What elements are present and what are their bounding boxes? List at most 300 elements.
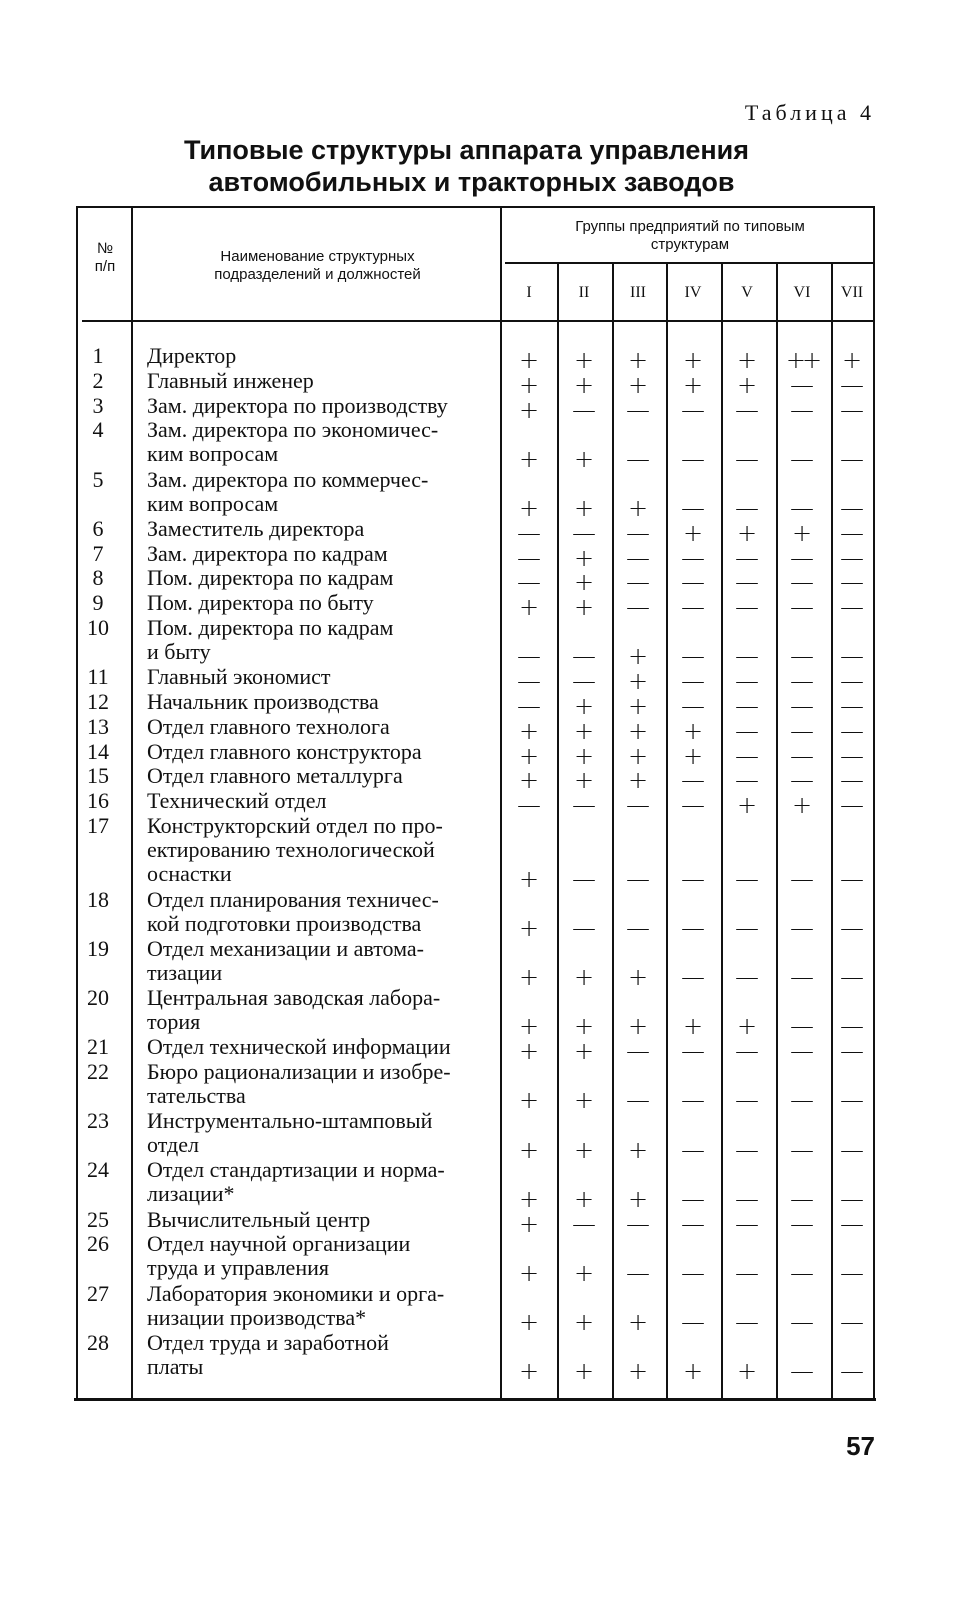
row-mark: — [626,593,650,622]
row-name [147,468,487,516]
row-mark: — [572,791,596,820]
row-mark: + [518,395,540,424]
row-name [147,344,487,368]
row-mark: — [626,395,650,424]
row-mark: + [627,1135,649,1164]
row-name-line: Инструментально-штамповый [147,1108,433,1134]
row-name-line: Зам. директора по экономичес- [147,417,439,443]
row-name-line: Заместитель директора [147,515,365,541]
row-mark: — [840,568,864,597]
row-mark: — [735,642,759,671]
row-mark: — [735,741,759,770]
row-name [147,1035,487,1059]
row-name [147,764,487,788]
row-number: 23 [87,1108,109,1134]
column-header-ii: II [578,284,590,301]
num-column-divider [131,206,133,1400]
row-mark: + [736,1012,758,1041]
row-mark: — [735,766,759,795]
row-mark: + [518,1357,540,1386]
row-name-line: Лаборатория экономики и орга- [147,1280,445,1306]
row-name-line: Отдел главного конструктора [147,738,422,764]
row-mark: — [735,1184,759,1213]
row-mark: — [840,913,864,942]
row-mark: — [626,1086,650,1115]
row-name-line: Зам. директора по производству [147,392,448,418]
row-number: 15 [87,763,109,789]
row-mark: + [736,1357,758,1386]
row-mark: + [627,346,649,374]
row-mark: + [518,1307,540,1336]
row-mark: — [790,766,814,795]
row-name-line: лизации* [147,1181,235,1207]
row-name-line: Пом. директора по кадрам [147,565,394,591]
row-mark: — [517,568,541,597]
header-name-line: Наименование структурных [220,248,415,265]
row-mark: + [573,543,595,572]
row-number: 28 [87,1329,109,1355]
row-mark: — [840,1209,864,1238]
row-name-line: ким вопросам [147,441,279,467]
row-mark: — [735,444,759,473]
row-name [147,418,487,466]
row-mark: — [735,692,759,720]
row-mark: + [518,346,540,374]
row-mark: + [682,1357,704,1386]
row-mark: — [572,864,596,893]
row-name [147,517,487,541]
row-mark: — [626,543,650,572]
row-number: 3 [92,392,104,418]
row-mark: + [518,864,540,893]
row-name [147,1158,487,1206]
row-mark: — [840,1184,864,1213]
row-number: 1 [92,343,104,368]
row-mark: — [840,1357,864,1386]
row-name [147,542,487,566]
row-name-line: тательства [147,1083,246,1108]
row-mark: — [790,1012,814,1041]
row-mark: — [840,444,864,473]
row-name-line: Главный экономист [147,664,331,690]
row-mark: — [790,1307,814,1336]
row-mark: + [518,963,540,992]
row-mark: — [840,543,864,572]
row-mark: — [840,741,864,770]
row-name-line: Зам. директора по коммерчес- [147,466,429,492]
row-mark: + [682,518,704,547]
row-number: 6 [92,515,104,541]
row-mark: — [681,1086,705,1115]
row-name [147,888,487,936]
row-mark: — [626,864,650,893]
row-mark: — [790,1258,814,1287]
row-number: 2 [92,367,104,393]
row-name-line: Отдел планирования техничес- [147,886,439,912]
row-mark: — [572,667,596,696]
row-mark: — [626,568,650,597]
row-name [147,986,487,1034]
row-mark: + [627,766,649,795]
row-mark: — [626,1258,650,1287]
row-mark: + [573,766,595,795]
row-name-line: и быту [147,639,211,664]
row-name [147,937,487,985]
row-mark: — [790,716,814,745]
row-mark: — [790,395,814,424]
header-num [80,240,130,276]
row-name-line: Отдел механизации и автома- [147,935,424,961]
row-mark: + [518,1037,540,1066]
row-name-line: Отдел стандартизации и норма- [147,1157,445,1183]
row-mark: + [518,1184,540,1213]
row-mark: — [517,543,541,572]
row-mark: — [626,1037,650,1066]
row-mark: — [735,864,759,893]
row-number: 14 [87,738,109,764]
row-number: 19 [87,935,109,961]
row-number: 22 [87,1059,109,1084]
row-mark: + [573,370,595,399]
row-mark: — [735,493,759,522]
row-mark: — [681,1307,705,1336]
row-mark: — [572,913,596,942]
row-mark: + [518,741,540,770]
row-mark: — [790,1209,814,1238]
row-number: 17 [87,813,109,838]
row-mark: + [518,370,540,399]
row-mark: — [840,395,864,424]
row-mark: — [681,1184,705,1213]
row-name-line: Отдел труда и заработной [147,1329,389,1355]
row-number: 4 [92,417,104,443]
row-name [147,1282,487,1330]
row-mark: + [518,1209,540,1238]
row-mark: + [573,963,595,992]
row-mark: — [572,395,596,424]
row-mark: — [681,791,705,820]
row-mark: — [790,667,814,696]
row-mark: + [682,741,704,770]
row-mark: — [840,1037,864,1066]
row-mark: — [840,370,864,399]
row-mark: — [790,692,814,720]
row-mark: + [518,766,540,795]
row-name-line: Отдел технической информации [147,1034,451,1060]
header-groups-line: структурам [650,236,730,253]
row-mark: — [840,1135,864,1164]
row-mark: + [573,1357,595,1386]
row-mark: + [682,1012,704,1041]
group-column-divider [666,262,668,1400]
row-name-line: Директор [147,343,237,368]
row-mark: — [681,493,705,522]
row-mark: — [735,1086,759,1115]
groups-rule [505,262,873,264]
header-groups [505,218,875,254]
row-name [147,616,487,664]
row-mark: — [735,1037,759,1066]
row-mark: — [790,493,814,522]
row-name-line: ким вопросам [147,490,279,516]
row-mark: + [791,518,813,547]
row-mark: + [627,642,649,671]
row-mark: — [735,395,759,424]
group-column-divider [500,206,502,1400]
row-mark: — [840,791,864,820]
row-mark: — [681,568,705,597]
title-line: автомобильных и тракторных заводов [208,167,735,197]
row-mark: + [518,1135,540,1164]
row-name-line: ектированию технологической [147,837,435,862]
column-header-i: I [526,284,532,301]
row-number: 12 [87,689,109,714]
table-title [0,134,963,198]
row-mark: — [790,1184,814,1213]
row-mark: — [626,791,650,820]
row-name-line: Отдел научной организации [147,1231,411,1257]
row-mark: — [790,913,814,942]
row-mark: + [573,568,595,597]
row-mark: — [790,444,814,473]
group-column-divider [557,262,559,1400]
row-name-line: Главный инженер [147,367,314,393]
row-mark: — [790,741,814,770]
column-header-iv: IV [684,284,702,301]
row-name-line: низации производства* [147,1304,367,1330]
row-mark: + [518,913,540,942]
row-mark: + [791,791,813,820]
row-name-line: Пом. директора по кадрам [147,615,394,640]
header-num-line: п/п [94,258,116,275]
row-mark: — [572,518,596,547]
row-name-line: тория [147,1009,201,1034]
column-header-v: V [741,284,753,301]
row-mark: — [681,1258,705,1287]
row-mark: + [518,444,540,473]
row-name-line: Начальник производства [147,689,379,714]
row-mark: — [840,864,864,893]
table-top-rule [76,206,873,208]
row-mark: + [518,1258,540,1287]
row-mark: — [790,642,814,671]
row-name-line: труда и управления [147,1255,329,1281]
row-mark: — [790,1037,814,1066]
row-mark: — [517,642,541,671]
row-mark: — [681,667,705,696]
row-number: 25 [87,1206,109,1232]
row-mark: — [840,1258,864,1287]
row-mark: + [518,593,540,622]
row-mark: + [627,667,649,696]
row-name [147,740,487,764]
row-mark: — [790,543,814,572]
row-mark: — [681,1135,705,1164]
row-mark: + [627,370,649,399]
row-mark: — [840,493,864,522]
row-name-line: Зам. директора по кадрам [147,540,388,566]
row-number: 5 [92,466,104,492]
row-name [147,394,487,418]
row-mark: — [572,642,596,671]
row-name-line: оснастки [147,861,232,886]
row-mark: — [735,913,759,942]
row-mark: — [735,716,759,745]
row-mark: + [627,493,649,522]
row-number: 16 [87,788,109,814]
row-mark: + [573,1086,595,1115]
row-mark: — [517,791,541,820]
row-mark: — [681,1037,705,1066]
row-name-line: Отдел главного технолога [147,713,390,739]
row-name [147,1232,487,1280]
row-mark: — [681,395,705,424]
header-name [140,248,495,284]
row-mark: + [627,1184,649,1213]
row-number: 21 [87,1034,109,1060]
row-name [147,591,487,615]
row-name-line: Центральная заводская лабора- [147,985,441,1010]
header-bottom-rule [82,320,873,322]
row-mark: + [573,1258,595,1287]
row-mark: + [518,716,540,745]
row-mark: — [735,568,759,597]
row-name [147,1060,487,1108]
row-mark: — [735,1135,759,1164]
row-mark: + [573,1037,595,1066]
row-mark: — [840,716,864,745]
row-mark: — [626,913,650,942]
row-name-line: кой подготовки производства [147,910,422,936]
row-mark: + [627,1357,649,1386]
row-name [147,690,487,714]
row-mark: — [840,766,864,795]
table-label: Таблица 4 [744,100,875,125]
row-mark: + [736,518,758,547]
row-mark: — [790,864,814,893]
row-name-line: Бюро рационализации и изобре- [147,1059,451,1084]
row-name [147,1109,487,1157]
row-mark: — [790,1086,814,1115]
title-line: Типовые структуры аппарата управления [184,135,749,165]
row-name-line: Вычислительный центр [147,1206,371,1232]
row-mark: + [573,1307,595,1336]
row-mark: — [840,667,864,696]
column-header-iii: III [630,284,646,301]
row-mark: + [573,493,595,522]
column-header-vi: VI [793,284,811,301]
column-header-vii: VII [840,284,864,301]
row-name-line: тизации [147,959,223,985]
row-mark: — [735,667,759,696]
row-mark: — [840,642,864,671]
row-mark: + [682,370,704,399]
row-mark: + [627,692,649,720]
row-mark: — [790,593,814,622]
header-num-line: № [96,240,114,257]
row-mark: + [573,444,595,473]
row-mark: — [681,692,705,720]
row-name [147,665,487,689]
row-mark: — [681,444,705,473]
row-mark: + [682,716,704,745]
row-mark: — [735,963,759,992]
row-mark: — [840,1307,864,1336]
table-bottom-rule [74,1398,876,1401]
row-mark: — [517,518,541,547]
row-mark: + [573,1012,595,1041]
row-number: 24 [87,1157,109,1183]
row-mark: + [573,1184,595,1213]
row-number: 9 [92,590,104,616]
row-mark: — [790,1357,814,1386]
row-mark: + [573,716,595,745]
row-mark: — [681,963,705,992]
row-mark: + [573,346,595,374]
row-mark: — [840,692,864,720]
header-groups-line: Группы предприятий по типовым [575,218,805,235]
row-mark: — [840,518,864,547]
row-mark: — [790,1135,814,1164]
row-mark: — [790,370,814,399]
row-mark: — [681,864,705,893]
row-number: 8 [92,565,104,591]
row-mark: — [681,1209,705,1238]
row-number: 26 [87,1231,109,1257]
row-mark: ++ [785,346,819,374]
row-name-line: платы [147,1353,204,1379]
row-mark: — [681,543,705,572]
row-number: 7 [92,540,104,566]
row-mark: + [627,716,649,745]
row-mark: — [681,642,705,671]
row-mark: + [682,346,704,374]
row-mark: + [573,1135,595,1164]
row-mark: + [573,741,595,770]
row-mark: — [840,963,864,992]
row-name [147,566,487,590]
row-mark: — [735,593,759,622]
row-mark: + [736,370,758,399]
row-name [147,369,487,393]
row-name-line: Технический отдел [147,788,327,814]
row-name [147,789,487,813]
row-mark: — [517,692,541,720]
row-mark: + [518,1086,540,1115]
row-name-line: отдел [147,1132,199,1158]
row-mark: + [841,346,863,374]
row-mark: — [840,1086,864,1115]
row-name [147,1331,487,1379]
row-mark: + [518,1012,540,1041]
row-mark: — [681,913,705,942]
row-number: 18 [87,886,109,912]
row-mark: — [735,1258,759,1287]
row-mark: — [626,1209,650,1238]
row-mark: — [626,518,650,547]
row-mark: + [627,1307,649,1336]
row-mark: + [627,963,649,992]
row-mark: + [736,346,758,374]
row-mark: + [573,593,595,622]
row-mark: + [627,1012,649,1041]
row-name [147,814,487,886]
row-mark: — [840,1012,864,1041]
row-mark: — [517,667,541,696]
row-number: 20 [87,985,109,1010]
row-number: 27 [87,1280,109,1306]
row-name-line: Отдел главного металлурга [147,763,403,789]
